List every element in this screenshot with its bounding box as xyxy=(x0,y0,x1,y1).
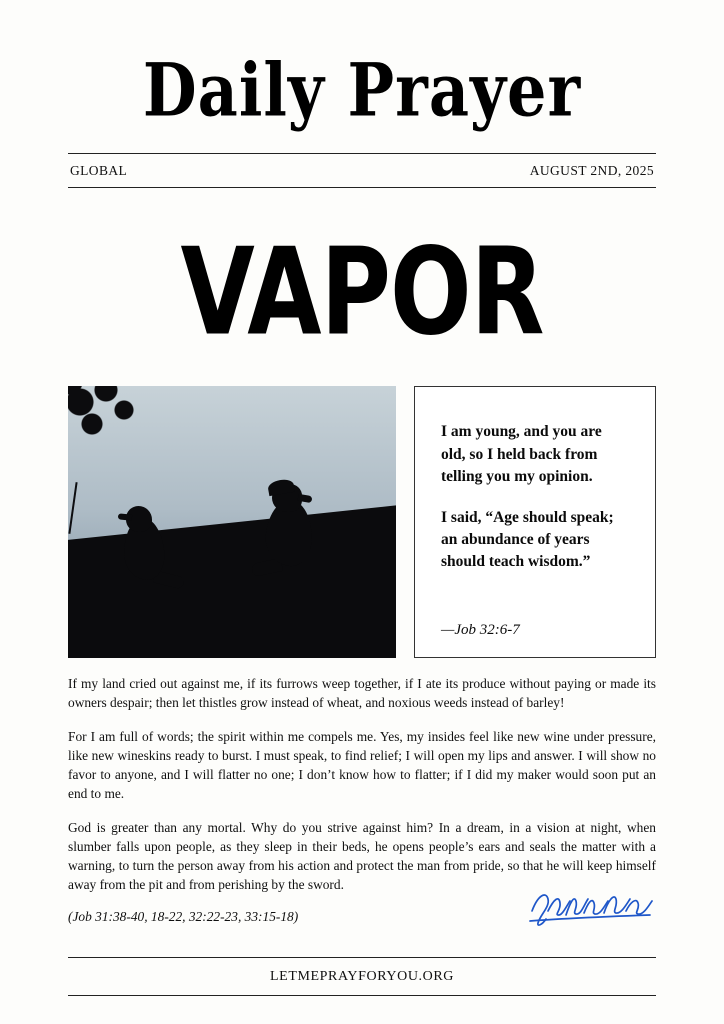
ledge-base-silhouette xyxy=(68,606,396,658)
scripture-reference: (Job 31:38-40, 18-22, 32:22-23, 33:15-18) xyxy=(68,909,299,925)
pull-quote-paragraph: I am young, and you are old, so I held back from telling you my opinion. xyxy=(441,423,602,486)
pull-quote-box xyxy=(414,386,656,658)
footer xyxy=(68,957,656,996)
masthead xyxy=(68,0,656,137)
bird-silhouette-photo xyxy=(68,386,396,658)
dateline xyxy=(68,154,656,187)
body-paragraph: God is greater than any mortal. Why do you strive against him? In a dream, in a vision at night, when slumber falls upon people, as they sleep in their beds, he opens people’s ears and seals the matter with a warning, to turn the person away from his action and protect the man from pride, so that he will keep himself away from the pit and from perishing by the sword. xyxy=(68,820,656,893)
masthead-title: Daily Prayer xyxy=(142,47,582,134)
foliage-silhouette-icon xyxy=(68,386,158,446)
twig-silhouette-icon xyxy=(68,482,77,534)
date-label: AUGUST 2ND, 2025 xyxy=(529,163,654,179)
bird-left-beak-icon xyxy=(118,513,133,520)
footer-rule-bottom xyxy=(68,995,656,996)
pull-quote-paragraph: I said, “Age should speak; an abundance of years should teach wisdom.” xyxy=(441,508,614,571)
signature-area xyxy=(68,925,656,935)
edition-label: GLOBAL xyxy=(70,163,128,179)
body-paragraph: For I am full of words; the spirit within me compels me. Yes, my insides feel like new wine under pressure, like new wineskins ready to burst. I must speak, to find relief; I will open my lips and answer. I will show no favor to anyone, and I will flatter no one; I don’t know how to flatter; if I did my maker would soon put an end to me. xyxy=(68,729,656,802)
media-row xyxy=(68,386,656,658)
pull-quote-source: —Job 32:6-7 xyxy=(441,622,520,639)
signature-icon xyxy=(526,881,656,927)
dateline-rule xyxy=(68,187,656,188)
page-title: VAPOR xyxy=(180,222,544,363)
footer-site-link[interactable]: LETMEPRAYFORYOU.ORG xyxy=(270,969,454,985)
body-paragraph: If my land cried out against me, if its furrows weep together, if I ate its produce without paying or made its owners despair; then let thistles grow instead of wheat, and noxious weeds instead of barley! xyxy=(68,676,656,711)
